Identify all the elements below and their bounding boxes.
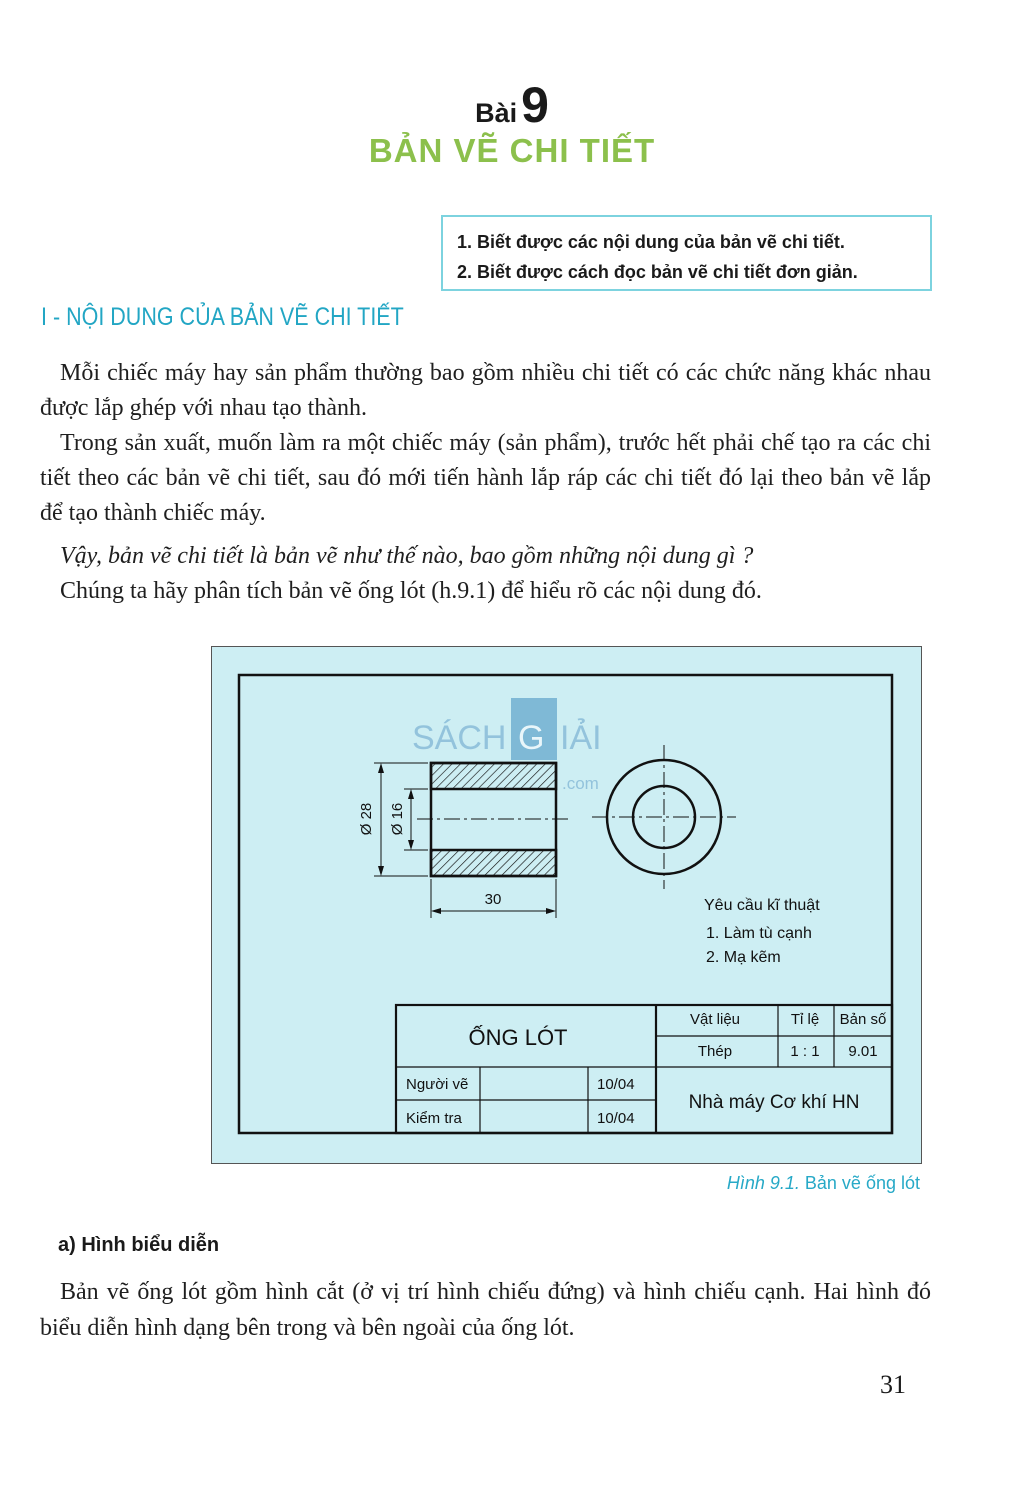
scale-value: 1 : 1 [790,1043,820,1060]
company-name: Nhà máy Cơ khí HN [688,1092,860,1113]
technical-requirements [704,897,820,966]
hatch-bottom [431,850,556,876]
lesson-label [0,76,1024,134]
paragraph-question: Vậy, bản vẽ chi tiết là bản vẽ như thế nào, bao gồm những nội dung gì ? [60,543,754,569]
checker-date: 10/04 [597,1110,635,1127]
side-view [592,745,736,889]
drawer-date: 10/04 [597,1076,635,1093]
paragraph-4: Chúng ta hãy phân tích bản vẽ ống lót (h.9.1) để hiểu rõ các nội dung đó. [60,578,762,604]
lesson-title: BẢN VẼ CHI TIẾT [368,132,656,169]
material-label: Vật liệu [689,1011,741,1028]
paragraph-1: Mỗi chiếc máy hay sản phẩm thường bao gồm nhiều chi tiết có các chức năng khác nhau được lắp ghép với nhau tạo thành. [40,360,931,421]
watermark-brand-left: SÁCH [412,719,507,757]
objective-item: 2. Biết được cách đọc bản vẽ chi tiết đơn giản. [457,262,858,282]
lesson-number: 9 [521,77,549,133]
dim-inner-label: Ø 16 [389,802,406,836]
sheet-value: 9.01 [848,1043,878,1060]
caption-prefix: Hình 9.1. [726,1173,800,1193]
requirement-item: 1. Làm tù cạnh [706,925,812,942]
dimension-length [431,879,556,918]
watermark-domain: .com [562,774,599,793]
title-block [396,1005,892,1133]
part-name: ỐNG LÓT [468,1025,568,1050]
section-heading: I - NỘI DUNG CỦA BẢN VẼ CHI TIẾT [41,303,404,331]
figure-bushing-drawing [211,646,922,1164]
watermark-brand-right: IẢI [560,719,602,757]
dim-length-label: 30 [484,891,502,908]
scale-label: Tỉ lệ [790,1011,820,1028]
requirements-title: Yêu cầu kĩ thuật [704,897,820,914]
paragraph-after: Bản vẽ ống lót gồm hình cắt (ở vị trí hình chiếu đứng) và hình chiếu cạnh. Hai hình đó biểu diễn hình dạng bên trong và bên ngoài của ống lót. [40,1279,931,1341]
paragraph-2: Trong sản xuất, muốn làm ra một chiếc máy (sản phẩm), trước hết phải chế tạo ra các chi tiết theo các bản vẽ chi tiết, sau đó mới tiến hành lắp ráp các chi tiết đó lại theo bản vẽ lắp để tạo thành chiếc máy. [40,430,931,526]
section-view [417,763,570,876]
caption-text: Bản vẽ ống lót [799,1173,920,1193]
sheet-label: Bản số [839,1011,887,1028]
lesson-header [0,76,1024,170]
figure-caption [600,1173,920,1194]
requirement-item: 2. Mạ kẽm [706,949,781,966]
lesson-word: Bài [475,98,518,128]
objectives-box [441,215,932,291]
checker-label: Kiểm tra [406,1110,462,1127]
sub-heading: a) Hình biểu diễn [58,1234,220,1256]
objective-item: 1. Biết được các nội dung của bản vẽ chi tiết. [457,232,845,252]
watermark-brand-letter: G [518,719,545,757]
material-value: Thép [697,1043,733,1060]
technical-drawing [212,647,921,1163]
dim-outer-label: Ø 28 [358,802,375,836]
drawer-label: Người vẽ [406,1076,469,1093]
hatch-top [431,763,556,789]
page-number: 31 [880,1370,906,1399]
